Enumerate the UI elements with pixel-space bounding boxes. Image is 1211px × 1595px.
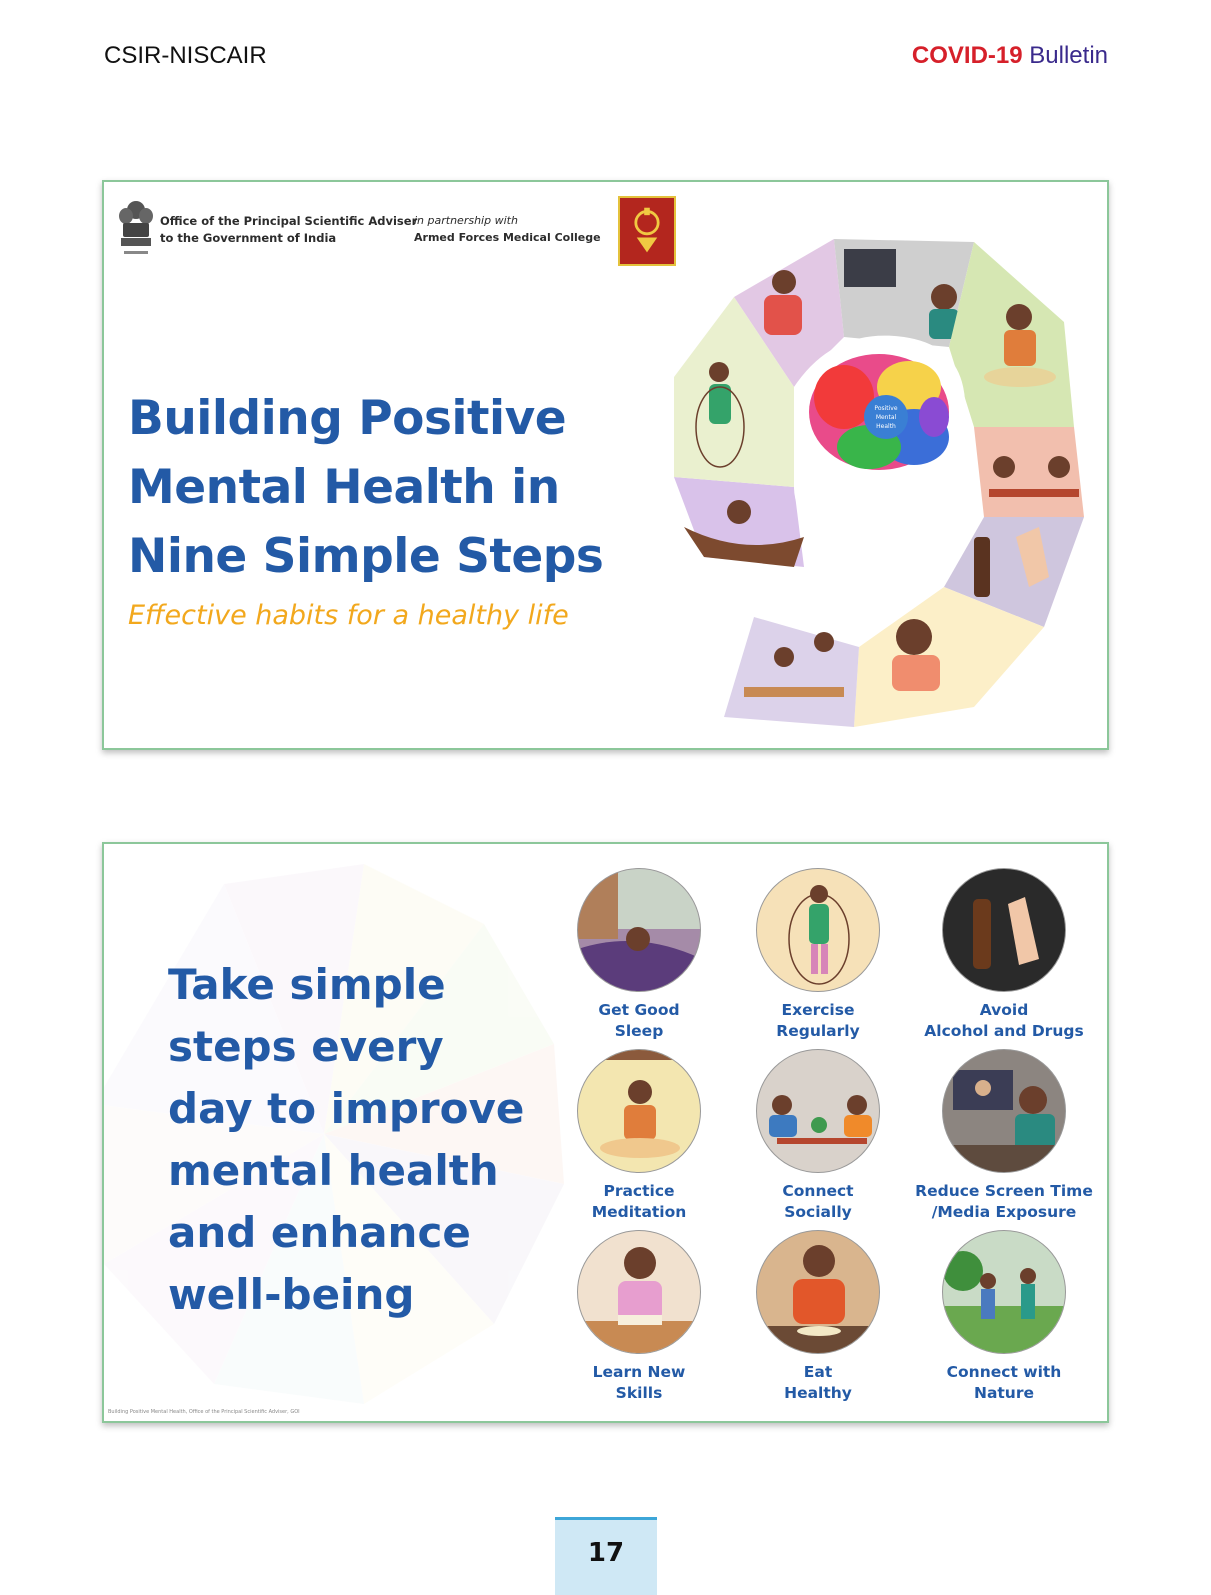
sleep-icon [577,868,701,992]
step-tile-learn-new-skills [549,1230,729,1404]
brain-label-line: Mental [875,414,897,421]
slide1-title-line: Building Positive [128,391,567,446]
tile-label-line: Regularly [776,1022,860,1040]
step-tile-avoid-alcohol [914,868,1094,1042]
slide2-footnote: Building Positive Mental Health, Office of the Principal Scientific Adviser, GOI [108,1409,300,1415]
spiral-segment-meditation [949,242,1074,427]
tile-label-line: Nature [973,1384,1035,1402]
nature-icon [942,1230,1066,1354]
step-tile-connect-socially [728,1049,908,1223]
tile-label-line: Connect [782,1182,854,1200]
step-tile-reduce-screen-time [914,1049,1094,1223]
header-bulletin-label: Bulletin [1029,42,1108,69]
spiral-segment-sleep [674,477,804,567]
tile-label-line: Skills [615,1384,663,1402]
office-name [160,213,417,247]
header-publisher: CSIR-NISCAIR [104,42,267,69]
nine-steps-spiral-illustration [644,227,1104,737]
slide-nine-steps-grid [102,842,1109,1423]
tile-label-line: Socially [784,1203,852,1221]
step-tile-sleep [549,868,729,1042]
tile-label-line: Exercise [781,1001,855,1019]
header-covid-label: COVID-19 [911,42,1023,69]
step-tile-connect-with-nature [914,1230,1094,1404]
exercise-icon [756,868,880,992]
meditation-icon [577,1049,701,1173]
spiral-segment-socializing [974,427,1084,517]
slide-building-positive-mental-health [102,180,1109,750]
tile-label-line: Connect with [946,1363,1062,1381]
step-tile-meditation [549,1049,729,1223]
partner-line-1: in partnership with [414,214,518,227]
tile-label-line: Eat [803,1363,833,1381]
step-tile-eat-healthy [728,1230,908,1404]
tile-label-line: Alcohol and Drugs [924,1022,1084,1040]
slide2-title-line: steps every [168,1022,444,1071]
slide1-title [128,384,603,591]
national-emblem-icon [118,196,154,266]
brain-label-line: Positive [874,405,898,412]
eating-icon [756,1230,880,1354]
no-alcohol-icon [942,868,1066,992]
tile-label-line: Reduce Screen Time [915,1182,1093,1200]
brain-icon [809,354,949,470]
header-bulletin-title [912,42,1108,70]
tile-label-line: Sleep [614,1022,664,1040]
slide2-title [168,954,524,1326]
tile-label-line: Meditation [591,1203,687,1221]
tile-label-line: /Media Exposure [931,1203,1077,1221]
partner-line-2: Armed Forces Medical College [414,231,601,244]
slide2-title-line: Take simple [168,960,446,1009]
office-line-2: to the Government of India [160,231,337,245]
brain-label-line: Health [876,423,896,430]
tile-label-line: Practice [603,1182,675,1200]
screen-icon [942,1049,1066,1173]
partner-text [414,212,601,246]
tile-label-line: Healthy [784,1384,852,1402]
page-number: 17 [555,1517,657,1595]
slide2-title-line: mental health [168,1146,499,1195]
slide1-title-line: Nine Simple Steps [128,529,604,584]
step-tile-exercise [728,868,908,1042]
slide1-title-line: Mental Health in [128,460,560,515]
slide2-title-line: and enhance [168,1208,471,1257]
tile-label-line: Learn New [592,1363,686,1381]
tile-label-line: Get Good [598,1001,680,1019]
slide2-title-line: day to improve [168,1084,525,1133]
slide2-title-line: well-being [168,1270,415,1319]
learning-icon [577,1230,701,1354]
slide1-subtitle: Effective habits for a healthy life [128,600,569,631]
social-icon [756,1049,880,1173]
office-line-1: Office of the Principal Scientific Adviser [160,214,418,228]
spiral-segment-nature [724,617,859,727]
tile-label-line: Avoid [979,1001,1029,1019]
